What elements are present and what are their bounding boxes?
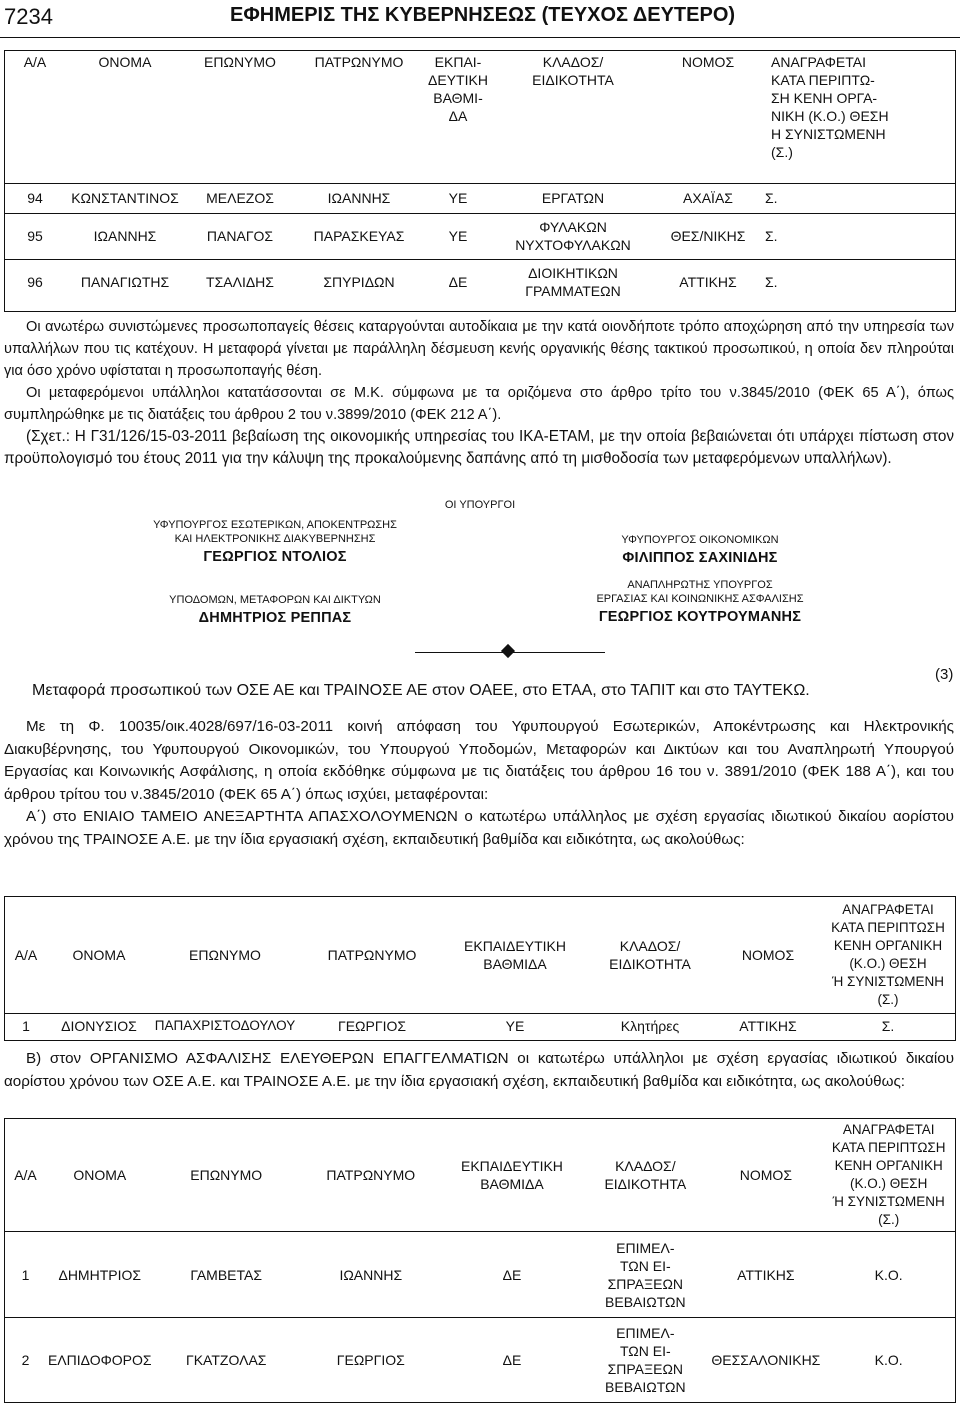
cell-klados	[581, 1232, 709, 1318]
paragraph-classification: Οι μεταφερόμενοι υπάλληλοι κατατάσσονται σε Μ.Κ. σύμφωνα με τα οριζόμενα στο άρθρο τρίτο του ν.3845/2010 (ΦΕΚ 65 Α΄), όπως συμπληρώθηκε με τις διατάξεις του άρθρου 2 του ν.3899/2010 (ΦΕΚ 212 Α΄).	[4, 385, 954, 423]
col-header-aa: Α/Α	[14, 1167, 37, 1183]
cell-anagrafetai: Σ.	[821, 1013, 955, 1039]
page-number: 7234	[4, 4, 53, 29]
staff-table-3	[4, 1118, 956, 1403]
cell-onoma: ΔΙΟΝΥΣΙΟΣ	[47, 1013, 151, 1039]
cell-line: ΦΥΛΑΚΩΝ	[539, 219, 607, 235]
section-number: (3)	[935, 666, 954, 683]
table-row	[5, 183, 955, 213]
signature-name: ΦΙΛΙΠΠΟΣ ΣΑΧΙΝΙΔΗΣ	[622, 550, 778, 566]
cell-eponymo: ΓΑΜΒΕΤΑΣ	[154, 1232, 299, 1318]
col-header-eponymo: ΕΠΩΝΥΜΟ	[204, 54, 276, 70]
header-line: ΑΝΑΓΡΑΦΕΤΑΙ	[842, 1122, 935, 1137]
cell-line: ΣΠΡΑΞΕΩΝ	[607, 1275, 684, 1292]
header-line: ΚΕΝΗ ΟΡΓΑΝΙΚΗ	[834, 1158, 943, 1173]
cell-aa: 94	[5, 183, 65, 213]
header-line: (Κ.Ο.) ΘΕΣΗ	[849, 955, 927, 971]
gazette-title: ΕΦΗΜΕΡΙΣ ΤΗΣ ΚΥΒΕΡΝΗΣΕΩΣ (ΤΕΥΧΟΣ ΔΕΥΤΕΡΟ)	[230, 4, 736, 26]
cell-line: ΤΩΝ ΕΙ-	[620, 1257, 671, 1274]
cell-eponymo: ΤΣΑΛΙΔΗΣ	[185, 259, 295, 305]
col-header-ekpaideftiki	[423, 51, 493, 183]
cell-patronymo: ΠΑΡΑΣΚΕΥΑΣ	[295, 213, 423, 259]
cell-aa: 1	[5, 1013, 47, 1039]
cell-eponymo: ΠΑΠΑΧΡΙΣΤΟΔΟΥΛΟΥ	[151, 1013, 299, 1039]
header-line: ΒΑΘΜΙ-	[433, 90, 483, 106]
col-header-eponymo: ΕΠΩΝΥΜΟ	[190, 1167, 263, 1183]
header-line: ΒΑΘΜΙΔΑ	[480, 1176, 544, 1192]
header-line: ΕΚΠΑΙ-	[434, 54, 482, 70]
col-header-eponymo: ΕΠΩΝΥΜΟ	[189, 946, 261, 963]
cell-klados	[493, 213, 653, 259]
col-header-onoma: ΟΝΟΜΑ	[72, 946, 126, 963]
cell-anagrafetai: Σ.	[763, 259, 955, 305]
header-line: ΣΗ ΚΕΝΗ ΟΡΓΑ-	[771, 90, 878, 106]
staff-table-2	[4, 896, 956, 1041]
cell-aa: 96	[5, 259, 65, 305]
notes-block	[4, 316, 954, 470]
signature-title: ΥΦΥΠΟΥΡΓΟΣ ΟΙΚΟΝΟΜΙΚΩΝ	[621, 534, 779, 546]
cell-onoma: ΙΩΑΝΝΗΣ	[65, 213, 185, 259]
cell-aa: 95	[5, 213, 65, 259]
section3-body	[4, 716, 954, 851]
header-line: ΕΙΔΙΚΟΤΗΤΑ	[609, 955, 691, 972]
paragraph-decision: Με τη Φ. 10035/οικ.4028/697/16-03-2011 κοινή απόφαση του Υφυπουργού Εσωτερικών, Αποκέντρωσης και Ηλεκτρονικής Διακυβέρνησης, του Υφυπουργού Οικονομικών, του Υπουργού Υποδομών, Μεταφορών και Δικτύων και του Αναπληρωτή Υπουργού Εργασίας και Κοινωνικής Ασφάλισης, η οποία εκδόθηκε σύμφωνα με τις διατάξεις του άρθρου 16 του ν. 3891/2010 (ΦΕΚ 188 Α΄), και του άρθρου τρίτου του ν.3845/2010 (ΦΕΚ 65 Α΄) όπως ισχύει, μεταφέρονται:	[4, 718, 954, 803]
col-header-patronymo: ΠΑΤΡΩΝΥΜΟ	[326, 1167, 416, 1183]
col-header-patronymo: ΠΑΤΡΩΝΥΜΟ	[327, 946, 417, 963]
table-row	[5, 1318, 955, 1402]
header-line: ΚΛΑΔΟΣ/	[615, 1158, 676, 1174]
cell-ekpaideftiki: ΥΕ	[423, 183, 493, 213]
paragraph-transfer-b: Β) στον ΟΡΓΑΝΙΣΜΟ ΑΣΦΑΛΙΣΗΣ ΕΛΕΥΘΕΡΩΝ ΕΠΑΓΓΕΛΜΑΤΙΩΝ οι κατωτέρω υπάλληλοι με σχέση εργασίας ιδιωτικού δικαίου αορίστου χρόνου των ΟΣΕ Α.Ε. και ΤΡΑΙΝΟΣΕ Α.Ε. με την ίδια εργασιακή σχέση, εκπαιδευτική βαθμίδα και ειδικότητα, ως ακολούθως:	[4, 1050, 954, 1090]
cell-patronymo: ΙΩΑΝΝΗΣ	[299, 1232, 443, 1318]
cell-anagrafetai: Σ.	[763, 183, 955, 213]
paragraph-abolition: Οι ανωτέρω συνιστώμενες προσωποπαγείς θέσεις καταργούνται αυτοδίκαια με την κατά οιονδήποτε τρόπο αποχώρηση από την υπηρεσία των υπαλλήλων που τις κατέχουν. Η μεταφορά γίνεται με παράλληλη δέσμευση κενής οργανικής θέσης τακτικού προσωπικού, η οποία δεν πληρούται για όσο χρόνο υφίσταται η προσωποπαγής θέση.	[4, 319, 954, 379]
header-line: ΕΙΔΙΚΟΤΗΤΑ	[532, 72, 614, 88]
cell-patronymo: ΓΕΩΡΓΙΟΣ	[299, 1013, 445, 1039]
col-header-patronymo: ΠΑΤΡΩΝΥΜΟ	[314, 54, 404, 70]
cell-line: ΕΠΙΜΕΛ-	[616, 1324, 675, 1341]
header-line: ΔΕΥΤΙΚΗ	[428, 72, 488, 88]
cell-eponymo: ΠΑΝΑΓΟΣ	[185, 213, 295, 259]
signature-title: ΕΡΓΑΣΙΑΣ ΚΑΙ ΚΟΙΝΩΝΙΚΗΣ ΑΣΦΑΛΙΣΗΣ	[596, 593, 804, 605]
cell-line: ΕΠΙΜΕΛ-	[616, 1239, 675, 1256]
cell-nomos: ΑΤΤΙΚΗΣ	[709, 1232, 822, 1318]
cell-eponymo: ΜΕΛΕΖΟΣ	[185, 183, 295, 213]
cell-ekpaideftiki: ΔΕ	[443, 1318, 582, 1402]
cell-anagrafetai: Κ.Ο.	[822, 1318, 955, 1402]
col-header-nomos: ΝΟΜΟΣ	[741, 946, 795, 963]
header-line: Ή ΣΥΝΙΣΤΩΜΕΝΗ (Σ.)	[832, 1194, 945, 1227]
header-line: ΚΑΤΑ ΠΕΡΙΠΤΩ-	[771, 72, 875, 88]
cell-patronymo: ΙΩΑΝΝΗΣ	[295, 183, 423, 213]
cell-nomos: ΑΤΤΙΚΗΣ	[653, 259, 763, 305]
col-header-anagrafetai	[822, 1119, 955, 1232]
header-line: ΒΑΘΜΙΔΑ	[483, 955, 547, 972]
header-line: Ή ΣΥΝΙΣΤΩΜΕΝΗ (Σ.)	[831, 973, 945, 1007]
header-line: ΚΑΤΑ ΠΕΡΙΠΤΩΣΗ	[831, 1140, 946, 1155]
cell-anagrafetai: Σ.	[763, 213, 955, 259]
table-row	[5, 259, 955, 305]
col-header-onoma: ΟΝΟΜΑ	[73, 1167, 127, 1183]
cell-klados	[493, 259, 653, 305]
signature-name: ΔΗΜΗΤΡΙΟΣ ΡΕΠΠΑΣ	[198, 610, 352, 626]
cell-patronymo: ΓΕΩΡΓΙΟΣ	[299, 1318, 443, 1402]
section-divider	[415, 648, 605, 658]
page-header	[0, 0, 960, 38]
col-header-klados	[493, 51, 653, 183]
signature-title: ΑΝΑΠΛΗΡΩΤΗΣ ΥΠΟΥΡΓΟΣ	[627, 579, 773, 591]
cell-onoma: ΔΗΜΗΤΡΙΟΣ	[46, 1232, 154, 1318]
cell-patronymo: ΣΠΥΡΙΔΩΝ	[295, 259, 423, 305]
cell-line: ΣΠΡΑΞΕΩΝ	[607, 1360, 684, 1377]
col-header-aa: Α/Α	[23, 54, 47, 70]
cell-line: ΒΕΒΑΙΩΤΩΝ	[605, 1293, 686, 1310]
cell-eponymo: ΓΚΑΤΖΟΛΑΣ	[154, 1318, 299, 1402]
cell-line: ΝΥΧΤΟΦΥΛΑΚΩΝ	[515, 237, 631, 253]
table-row	[5, 1013, 955, 1039]
col-header-klados	[581, 1119, 709, 1232]
signature-block-1	[80, 518, 470, 564]
col-header-aa: Α/Α	[14, 946, 38, 963]
col-header-ekpaideftiki	[445, 897, 585, 1013]
header-line: ΕΚΠΑΙΔΕΥΤΙΚΗ	[460, 1158, 563, 1174]
header-line: ΑΝΑΓΡΑΦΕΤΑΙ	[771, 54, 866, 70]
col-header-nomos: ΝΟΜΟΣ	[681, 54, 735, 70]
signature-title: ΥΦΥΠΟΥΡΓΟΣ ΕΣΩΤΕΡΙΚΩΝ, ΑΠΟΚΕΝΤΡΩΣΗΣ	[153, 519, 397, 531]
cell-nomos: ΑΧΑΪΑΣ	[653, 183, 763, 213]
table-header-row	[5, 51, 955, 183]
signature-title: ΚΑΙ ΗΛΕΚΤΡΟΝΙΚΗΣ ΔΙΑΚΥΒΕΡΝΗΣΗΣ	[174, 533, 376, 545]
header-line: (Σ.)	[771, 144, 793, 160]
header-line: ΚΕΝΗ ΟΡΓΑΝΙΚΗ	[833, 937, 943, 953]
cell-nomos: ΘΕΣ/ΝΙΚΗΣ	[653, 213, 763, 259]
cell-onoma: ΠΑΝΑΓΙΩΤΗΣ	[65, 259, 185, 305]
header-rule	[0, 37, 960, 38]
signature-title: ΥΠΟΔΟΜΩΝ, ΜΕΤΑΦΟΡΩΝ ΚΑΙ ΔΙΚΤΥΩΝ	[169, 594, 381, 606]
section-title: Μεταφορά προσωπικού των ΟΣΕ ΑΕ και ΤΡΑΙΝΟΣΕ ΑΕ στον ΟΑΕΕ, στο ΕΤΑΑ, στο ΤΑΠΙΤ και στο ΤΑΥΤΕΚΩ.	[32, 682, 810, 699]
signature-name: ΓΕΩΡΓΙΟΣ ΝΤΟΛΙΟΣ	[203, 549, 347, 565]
header-line: ΑΝΑΓΡΑΦΕΤΑΙ	[842, 901, 934, 917]
diamond-icon	[501, 644, 515, 658]
col-header-nomos: ΝΟΜΟΣ	[739, 1167, 792, 1183]
header-line: (Κ.Ο.) ΘΕΣΗ	[849, 1176, 928, 1191]
cell-ekpaideftiki: ΔΕ	[423, 259, 493, 305]
header-line: ΕΙΔΙΚΟΤΗΤΑ	[604, 1176, 687, 1192]
cell-onoma: ΕΛΠΙΔΟΦΟΡΟΣ	[46, 1318, 154, 1402]
cell-nomos: ΑΤΤΙΚΗΣ	[715, 1013, 821, 1039]
cell-aa: 2	[5, 1318, 46, 1402]
col-header-ekpaideftiki	[443, 1119, 582, 1232]
table-header-row	[5, 1119, 955, 1232]
cell-ekpaideftiki: ΥΕ	[445, 1013, 585, 1039]
cell-line: ΔΙΟΙΚΗΤΙΚΩΝ	[528, 265, 618, 282]
table-row	[5, 1232, 955, 1318]
staff-table-1	[4, 50, 956, 312]
col-header-anagrafetai	[763, 51, 955, 183]
cell-aa: 1	[5, 1232, 46, 1318]
cell-klados	[581, 1318, 709, 1402]
paragraph-transfer-a: Α΄) στο ΕΝΙΑΙΟ ΤΑΜΕΙΟ ΑΝΕΞΑΡΤΗΤΑ ΑΠΑΣΧΟΛΟΥΜΕΝΩΝ ο κατωτέρω υπάλληλος με σχέση εργασίας ιδιωτικού δικαίου αορίστου χρόνου της ΤΡΑΙΝΟΣΕ Α.Ε. με την ίδια εργασιακή σχέση, εκπαιδευτική βαθμίδα και ειδικότητα, ως ακολούθως:	[4, 808, 954, 848]
col-header-klados	[585, 897, 715, 1013]
col-header-onoma: ΟΝΟΜΑ	[98, 54, 152, 70]
cell-ekpaideftiki: ΥΕ	[423, 213, 493, 259]
table-header-row	[5, 897, 955, 1013]
cell-nomos: ΘΕΣΣΑΛΟΝΙΚΗΣ	[709, 1318, 822, 1402]
header-line: ΚΑΤΑ ΠΕΡΙΠΤΩΣΗ	[831, 919, 945, 935]
header-line: ΚΛΑΔΟΣ/	[542, 54, 604, 70]
table-row	[5, 213, 955, 259]
cell-line: ΓΡΑΜΜΑΤΕΩΝ	[525, 283, 621, 300]
header-line: ΔΑ	[448, 108, 468, 124]
section3-body-b	[4, 1048, 954, 1093]
header-line: ΚΛΑΔΟΣ/	[619, 937, 681, 954]
header-line: Η ΣΥΝΙΣΤΩΜΕΝΗ	[771, 126, 886, 142]
signatures-heading: ΟΙ ΥΠΟΥΡΓΟΙ	[444, 499, 516, 511]
header-line: ΝΙΚΗ (Κ.Ο.) ΘΕΣΗ	[771, 108, 889, 124]
signature-block-3	[80, 593, 470, 625]
signature-block-4	[510, 578, 890, 624]
cell-klados: ΕΡΓΑΤΩΝ	[493, 183, 653, 213]
cell-line: ΤΩΝ ΕΙ-	[620, 1342, 671, 1359]
cell-klados: Κλητήρες	[585, 1013, 715, 1039]
signature-name: ΓΕΩΡΓΙΟΣ ΚΟΥΤΡΟΥΜΑΝΗΣ	[598, 609, 802, 625]
cell-anagrafetai: Κ.Ο.	[822, 1232, 955, 1318]
header-line: ΕΚΠΑΙΔΕΥΤΙΚΗ	[464, 937, 566, 954]
col-header-anagrafetai	[821, 897, 955, 1013]
cell-line: ΒΕΒΑΙΩΤΩΝ	[605, 1378, 686, 1395]
paragraph-reference: (Σχετ.: Η Γ31/126/15-03-2011 βεβαίωση της οικονομικής υπηρεσίας του ΙΚΑ-ΕΤΑΜ, με την οποία βεβαιώνεται ότι υπάρχει πίστωση στον προϋπολογισμό του έτους 2011 για την κάλυψη της προκαλούμενης δαπάνης από τη μισθοδοσία των μεταφερόμενων υπαλλήλων).	[4, 428, 954, 467]
cell-onoma: ΚΩΝΣΤΑΝΤΙΝΟΣ	[65, 183, 185, 213]
cell-ekpaideftiki: ΔΕ	[443, 1232, 582, 1318]
signature-block-2	[510, 533, 890, 565]
